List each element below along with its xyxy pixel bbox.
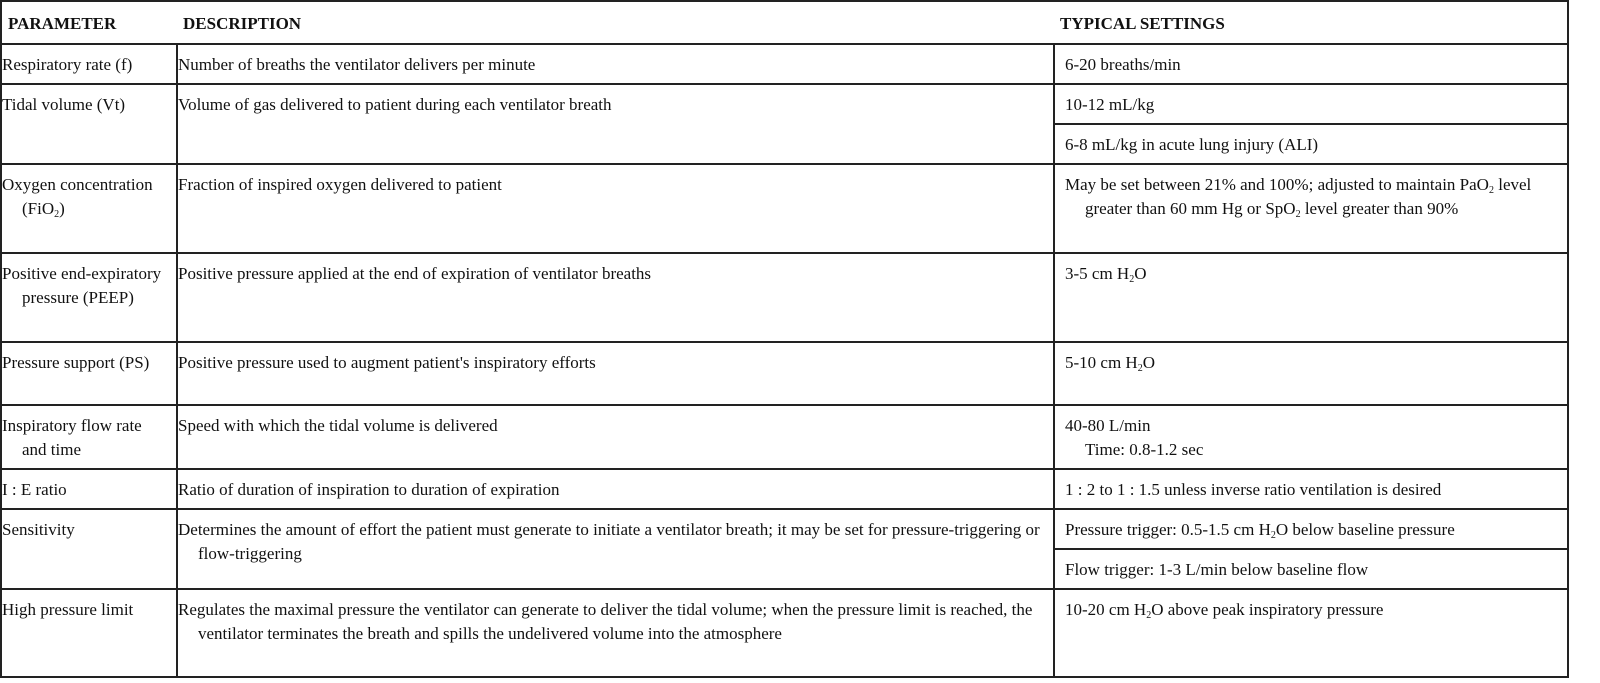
parameter-cell — [1, 405, 177, 469]
header-typical-settings: TYPICAL SETTINGS — [1054, 1, 1568, 44]
text-segment: Positive pressure used to augment patient's inspiratory efforts — [178, 353, 596, 372]
description-cell — [177, 253, 1054, 342]
parameter-cell — [1, 84, 177, 164]
subscript: 2 — [1295, 209, 1301, 220]
setting-line — [1065, 414, 1559, 438]
text-segment: Ratio of duration of inspiration to duration of expiration — [178, 480, 560, 499]
text-segment: level greater than 90% — [1300, 199, 1459, 218]
table-row — [1, 44, 1568, 84]
setting-line — [1065, 558, 1559, 582]
subscript: 2 — [1146, 610, 1152, 621]
text-segment: 6-8 mL/kg in acute lung injury (ALI) — [1065, 135, 1319, 154]
setting-line — [1065, 598, 1559, 622]
setting-line — [1065, 262, 1559, 286]
text-segment: Fraction of inspired oxygen delivered to patient — [178, 175, 502, 194]
text-segment: Positive pressure applied at the end of expiration of ventilator breaths — [178, 264, 652, 283]
description-cell — [177, 164, 1054, 253]
text-segment: O below baseline pressure — [1275, 520, 1455, 539]
text-segment: 6-20 breaths/min — [1065, 55, 1181, 74]
typical-setting-cell — [1054, 342, 1568, 405]
subscript: 2 — [1270, 530, 1276, 541]
text-segment: Determines the amount of effort the patient must generate to initiate a ventilator breath; it may be set for pressure-triggering or flow-triggering — [178, 520, 1040, 563]
description-cell — [177, 509, 1054, 589]
text-segment: Number of breaths the ventilator delivers per minute — [178, 55, 536, 74]
typical-setting-cell — [1054, 549, 1568, 589]
text-segment: Speed with which the tidal volume is delivered — [178, 416, 498, 435]
text-segment: level greater than 60 mm Hg or SpO — [1085, 175, 1532, 218]
typical-setting-cell — [1054, 44, 1568, 84]
description-cell — [177, 589, 1054, 677]
subscript: 2 — [54, 209, 60, 220]
description-cell — [177, 84, 1054, 164]
text-segment: 40-80 L/min — [1065, 416, 1151, 435]
table-row — [1, 164, 1568, 253]
text-segment: Sensitivity — [2, 520, 75, 539]
subscript: 2 — [1488, 185, 1494, 196]
text-segment: Pressure trigger: 0.5-1.5 cm H — [1065, 520, 1271, 539]
typical-setting-cell — [1054, 84, 1568, 124]
typical-setting-cell — [1054, 405, 1568, 469]
table-body — [1, 44, 1568, 677]
setting-line — [1065, 478, 1559, 502]
parameter-cell — [1, 253, 177, 342]
setting-line — [1065, 53, 1559, 77]
text-segment: Positive end-expiratory pressure (PEEP) — [2, 264, 162, 307]
text-segment: O above peak inspiratory pressure — [1151, 600, 1384, 619]
text-segment: O — [1142, 353, 1155, 372]
table-row — [1, 84, 1568, 124]
setting-line — [1065, 518, 1559, 542]
text-segment: Regulates the maximal pressure the ventilator can generate to deliver the tidal volume; when the pressure limit is reached, the ventilator terminates the breath and spills the undelivered volume into the atmosphere — [178, 600, 1033, 643]
typical-setting-cell — [1054, 253, 1568, 342]
header-description: DESCRIPTION — [177, 1, 1054, 44]
parameter-cell — [1, 509, 177, 589]
text-segment: 3-5 cm H — [1065, 264, 1130, 283]
text-segment: 10-12 mL/kg — [1065, 95, 1155, 114]
parameter-cell — [1, 44, 177, 84]
text-segment: Flow trigger: 1-3 L/min below baseline flow — [1065, 560, 1369, 579]
table-row — [1, 405, 1568, 469]
typical-setting-cell — [1054, 589, 1568, 677]
text-segment: Inspiratory flow rate and time — [2, 416, 142, 459]
setting-line — [1065, 351, 1559, 375]
text-segment: 10-20 cm H — [1065, 600, 1147, 619]
typical-setting-cell — [1054, 124, 1568, 164]
setting-line — [1065, 133, 1559, 157]
description-cell — [177, 342, 1054, 405]
subscript: 2 — [1137, 363, 1143, 374]
text-segment: Respiratory rate (f) — [2, 55, 133, 74]
table-row — [1, 253, 1568, 342]
table-row — [1, 509, 1568, 549]
text-segment: Volume of gas delivered to patient during each ventilator breath — [178, 95, 612, 114]
header-parameter: PARAMETER — [1, 1, 177, 44]
parameter-cell — [1, 469, 177, 509]
text-segment: 1 : 2 to 1 : 1.5 unless inverse ratio ventilation is desired — [1065, 480, 1442, 499]
text-segment: Pressure support (PS) — [2, 353, 150, 372]
table-row — [1, 589, 1568, 677]
text-segment: High pressure limit — [2, 600, 134, 619]
text-segment: O — [1134, 264, 1147, 283]
typical-setting-cell — [1054, 509, 1568, 549]
description-cell — [177, 44, 1054, 84]
table-row — [1, 469, 1568, 509]
description-cell — [177, 405, 1054, 469]
parameter-cell — [1, 342, 177, 405]
setting-line — [1065, 438, 1559, 462]
setting-line — [1065, 93, 1559, 117]
text-segment: Time: 0.8-1.2 sec — [1085, 440, 1204, 459]
parameter-cell — [1, 589, 177, 677]
setting-line — [1065, 173, 1559, 221]
parameter-cell — [1, 164, 177, 253]
typical-setting-cell — [1054, 164, 1568, 253]
subscript: 2 — [1129, 274, 1135, 285]
text-segment: I : E ratio — [2, 480, 67, 499]
description-cell — [177, 469, 1054, 509]
text-segment: ) — [59, 199, 65, 218]
text-segment: Oxygen concentration (FiO — [2, 175, 153, 218]
text-segment: Tidal volume (Vt) — [2, 95, 126, 114]
text-segment: May be set between 21% and 100%; adjusted to maintain PaO — [1065, 175, 1489, 194]
table-row — [1, 342, 1568, 405]
header-row — [1, 1, 1568, 44]
typical-setting-cell — [1054, 469, 1568, 509]
text-segment: 5-10 cm H — [1065, 353, 1138, 372]
